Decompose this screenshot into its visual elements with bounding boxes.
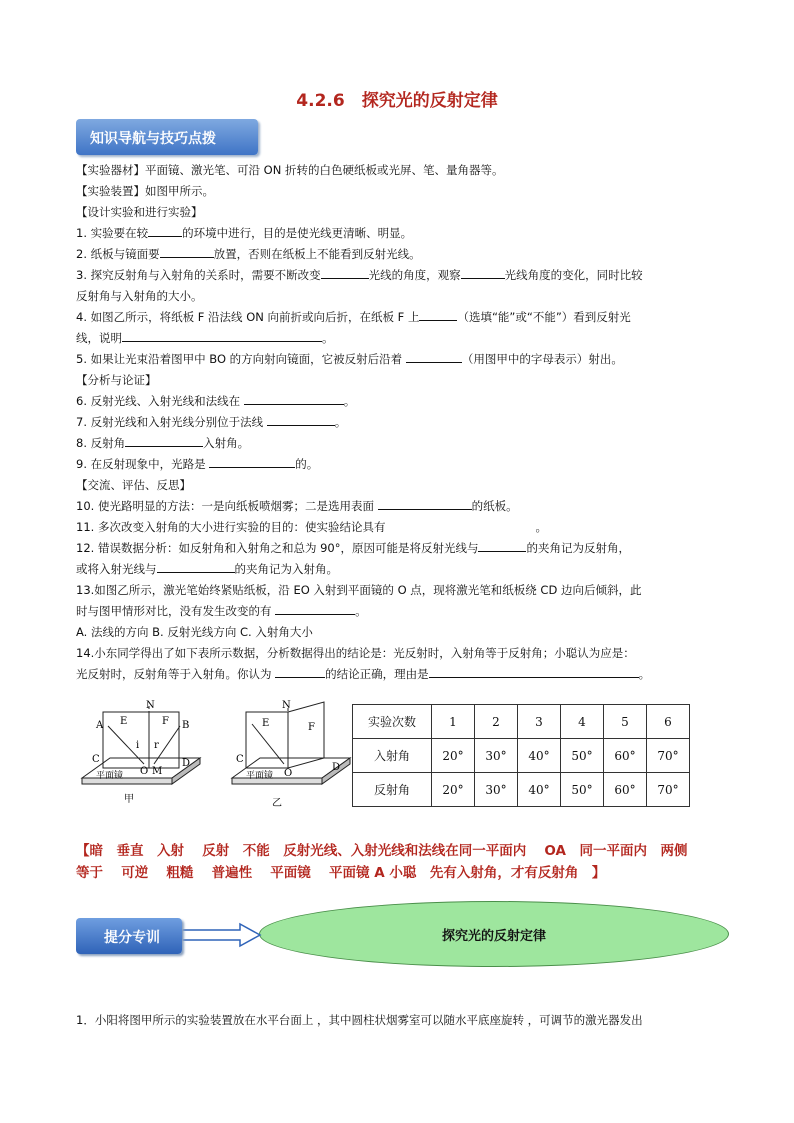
table-cell: 30°: [475, 773, 518, 807]
equipment-line: 【实验器材】平面镜、激光笔、可沿 ON 折转的白色硬纸板或光屏、笔、量角器等。: [76, 163, 504, 177]
answer-line-1: 【暗 垂直 入射 反射 不能 反射光线、入射光线和法线在同一平面内 OA 同一平面内 两侧: [76, 843, 688, 859]
table-cell: 4: [561, 705, 604, 739]
table-cell: 30°: [475, 739, 518, 773]
answer-blank[interactable]: [122, 328, 322, 342]
table-cell: 3: [518, 705, 561, 739]
question-3: 3. 探究反射角与入射角的关系时，需要不断改变 光线的角度，观察 光线角度的变化，同时比较: [76, 265, 726, 286]
figure-jia: [82, 700, 200, 805]
question-2: 2. 纸板与镜面要 放置，否则在纸板上不能看到反射光线。: [76, 244, 726, 265]
design-heading: 【设计实验和进行实验】: [76, 205, 203, 219]
question-1: 1. 实验要在较 的环境中进行，目的是使光线更清晰、明显。: [76, 223, 726, 244]
answer-blank[interactable]: [419, 307, 457, 321]
question-4-cont: 线，说明 。: [76, 328, 726, 349]
section-button[interactable]: [76, 918, 182, 954]
answer-blank[interactable]: [478, 538, 526, 552]
mirror-label: 平面镜: [96, 771, 124, 781]
label-a: A: [96, 720, 104, 731]
answer-blank[interactable]: [160, 244, 214, 258]
knowledge-banner: [76, 119, 258, 155]
label-r: r: [154, 740, 159, 751]
label-d: D: [182, 758, 191, 769]
label-n: N: [146, 700, 155, 711]
label-i: i: [136, 740, 140, 751]
reflection-heading: 【交流、评估、反思】: [76, 478, 191, 492]
label-e: E: [120, 716, 128, 727]
answer-line-2: 等于 可逆 粗糙 普遍性 平面镜 平面镜 A 小聪 先有入射角，才有反射角 】: [76, 865, 606, 881]
topic-label: 探究光的反射定律: [441, 929, 546, 944]
table-cell: 60°: [604, 773, 647, 807]
answer-blank[interactable]: [406, 349, 462, 363]
table-cell: 20°: [432, 739, 475, 773]
question-10: 10. 使光路明显的方法：一是向纸板喷烟雾；二是选用表面 的纸板。: [76, 496, 726, 517]
label-d-yi: D: [332, 762, 341, 773]
data-table: [352, 704, 690, 807]
table-header-row: [353, 705, 690, 739]
label-f-yi: F: [308, 722, 315, 733]
question-12-cont: 或将入射光线与 的夹角记为入射角。: [76, 559, 726, 580]
question-content: [76, 160, 726, 685]
answer-blank[interactable]: [275, 601, 355, 615]
setup-line: 【实验装置】如图甲所示。: [76, 184, 214, 198]
label-b: B: [182, 720, 190, 731]
question-13: 13.如图乙所示，激光笔始终紧贴纸板，沿 EO 入射到平面镜的 O 点，现将激光笔和纸板绕 CD 边向后倾斜，此: [76, 583, 642, 597]
mirror-label-yi: 平面镜: [246, 771, 274, 781]
caption-jia: 甲: [124, 794, 134, 805]
table-row: [353, 773, 690, 807]
table-cell: 60°: [604, 739, 647, 773]
answer-blank[interactable]: [244, 391, 344, 405]
answer-blank[interactable]: [461, 265, 505, 279]
question-5: 5. 如果让光束沿着图甲中 BO 的方向射向镜面，它被反射后沿着 （用图甲中的字母表示）射出。: [76, 349, 726, 370]
table-cell: 1: [432, 705, 475, 739]
table-cell: 2: [475, 705, 518, 739]
answer-key: [76, 840, 736, 884]
section-button-label: 提分专训: [104, 930, 160, 946]
answer-blank[interactable]: [267, 412, 335, 426]
question-6: 6. 反射光线、入射光线和法线在 。: [76, 391, 726, 412]
question-13-cont: 时与图甲情形对比，没有发生改变的有 。: [76, 601, 726, 622]
label-c-yi: C: [236, 754, 244, 765]
table-cell: 70°: [647, 739, 690, 773]
answer-blank[interactable]: [429, 664, 639, 678]
question-4: 4. 如图乙所示，将纸板 F 沿法线 ON 向前折或向后折，在纸板 F 上 （选填“能”或“不能”）看到反射光: [76, 307, 726, 328]
question-11: 11. 多次改变入射角的大小进行实验的目的：使实验结论具有 。: [76, 520, 547, 534]
table-cell: 5: [604, 705, 647, 739]
question-14-cont: 光反射时，反射角等于入射角。你认为 的结论正确，理由是 。: [76, 664, 726, 685]
answer-blank[interactable]: [275, 664, 325, 678]
answer-blank[interactable]: [125, 433, 203, 447]
caption-yi: 乙: [272, 798, 282, 809]
answer-blank[interactable]: [157, 559, 235, 573]
question-13-options: A. 法线的方向 B. 反射光线方向 C. 入射角大小: [76, 625, 313, 639]
answer-blank[interactable]: [378, 496, 472, 510]
label-c: C: [92, 754, 100, 765]
label-m: M: [152, 766, 163, 777]
table-cell: 6: [647, 705, 690, 739]
figure-yi: [232, 700, 350, 809]
table-cell: 实验次数: [353, 705, 432, 739]
question-7: 7. 反射光线和入射光线分别位于法线 。: [76, 412, 726, 433]
table-cell: 入射角: [353, 739, 432, 773]
question-8: 8. 反射角 入射角。: [76, 433, 726, 454]
label-e-yi: E: [262, 718, 270, 729]
answer-blank[interactable]: [321, 265, 369, 279]
question-14: 14.小东同学得出了如下表所示数据，分析数据得出的结论是：光反射时，入射角等于反射角；小聪认为应是：: [76, 646, 635, 660]
answer-blank[interactable]: [148, 223, 182, 237]
table-cell: 20°: [432, 773, 475, 807]
table-cell: 40°: [518, 773, 561, 807]
table-cell: 40°: [518, 739, 561, 773]
table-cell: 50°: [561, 773, 604, 807]
table-row: [353, 739, 690, 773]
page-title: 4.2.6 探究光的反射定律: [296, 91, 498, 111]
table-cell: 反射角: [353, 773, 432, 807]
banner-label: 知识导航与技巧点拨: [90, 131, 216, 147]
analysis-heading: 【分析与论证】: [76, 373, 157, 387]
table-cell: 70°: [647, 773, 690, 807]
label-o: O: [140, 766, 149, 777]
table-cell: 50°: [561, 739, 604, 773]
question-3-cont: 反射角与入射角的大小。: [76, 289, 203, 303]
label-f: F: [162, 716, 169, 727]
practice-question-1: 1．小阳将图甲所示的实验装置放在水平台面上 ，其中圆柱状烟雾室可以随水平底座旋转 ，可调节的激光器发出: [76, 1013, 643, 1027]
label-n-yi: N: [282, 700, 291, 711]
answer-blank[interactable]: [209, 454, 295, 468]
topic-ellipse: [259, 901, 729, 967]
question-9: 9. 在反射现象中，光路是 的。: [76, 454, 726, 475]
label-o-yi: O: [284, 768, 293, 779]
arrow-icon: [180, 922, 264, 948]
question-12: 12. 错误数据分析：如反射角和入射角之和总为 90°，原因可能是将反射光线与 的夹角记为反射角，: [76, 538, 726, 559]
